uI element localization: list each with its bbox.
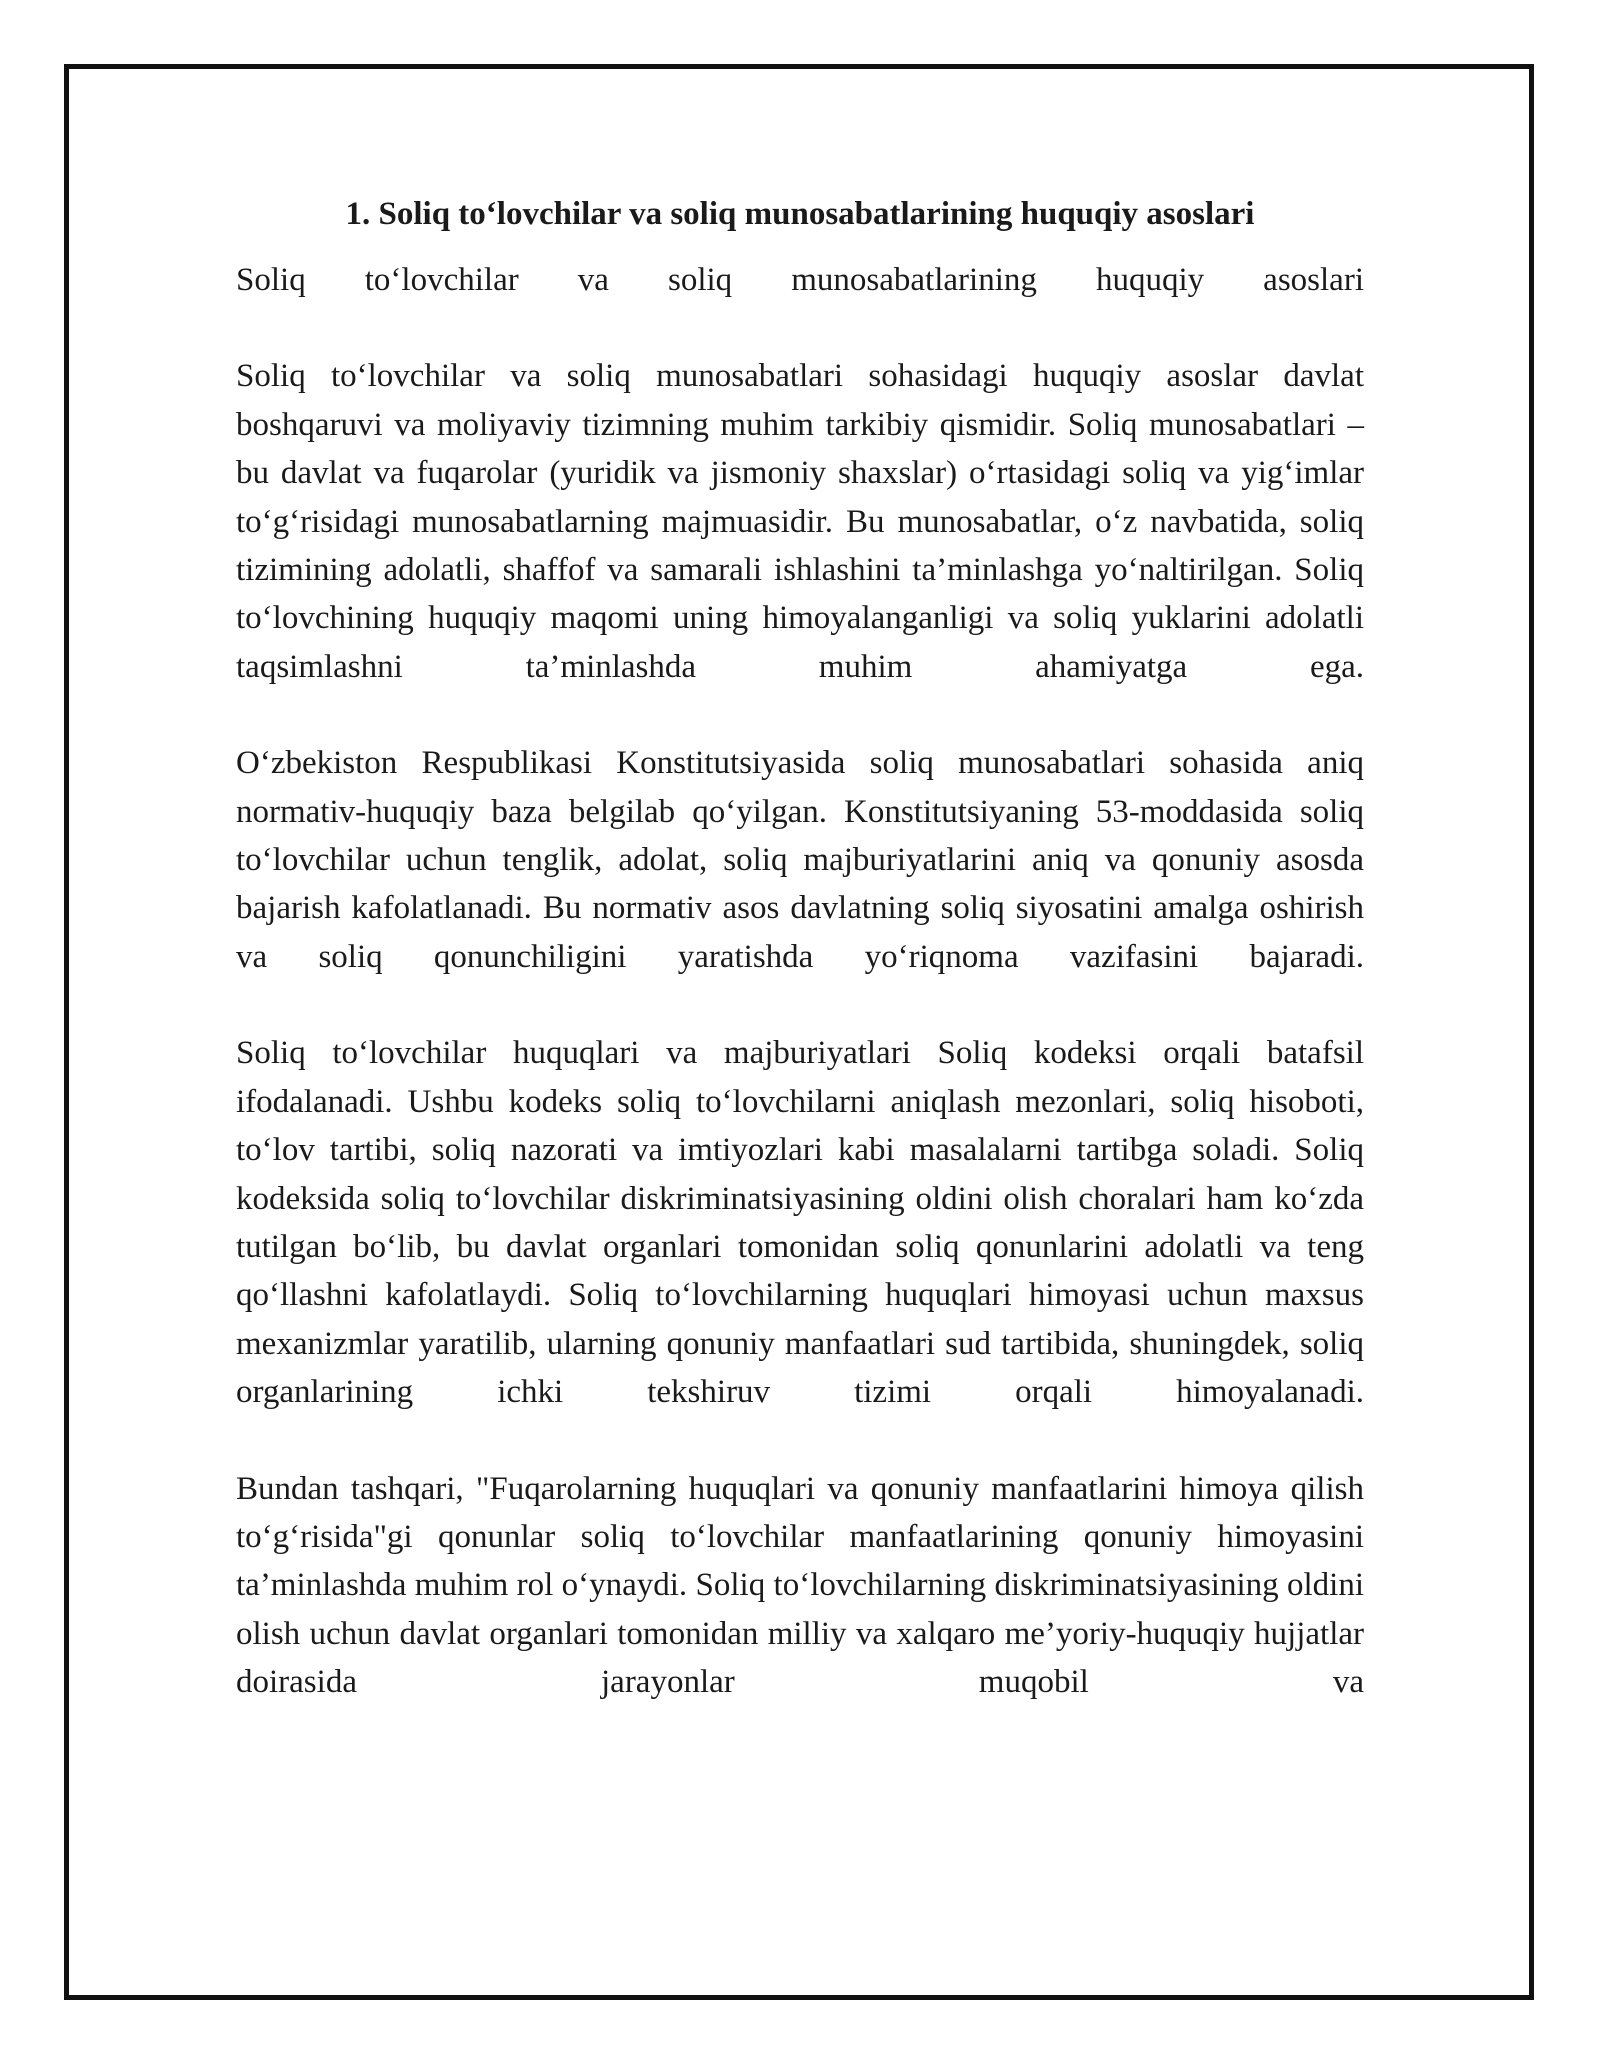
- document-body: [236, 180, 1364, 1707]
- paragraph-constitution: O‘zbekiston Respublikasi Konstitutsiyasida soliq munosabatlari sohasida aniq normativ-huquqiy baza belgilab qo‘yilgan. Konstitutsiyaning 53-moddasida soliq to‘lovchilar uchun tenglik, adolat, soliq majburiyatlarini aniq va qonuniy asosda bajarish kafolatlanadi. Bu normativ asos davlatning soliq siyosatini amalga oshirish va soliq qonunchiligini yaratishda yo‘riqnoma vazifasini bajaradi.: [236, 745, 1364, 975]
- paragraph-tax-code: Soliq to‘lovchilar huquqlari va majburiyatlari Soliq kodeksi orqali batafsil ifodalanadi. Ushbu kodeks soliq to‘lovchilarni aniqlash mezonlari, soliq hisoboti, to‘lov tartibi, soliq nazorati va imtiyozlari kabi masalalarni tartibga soladi. Soliq kodeksida soliq to‘lovchilar diskriminatsiyasining oldini olish choralari ham ko‘zda tutilgan bo‘lib, bu davlat organlari tomonidan soliq qonunlarini adolatli va teng qo‘llashni kafolatlaydi. Soliq to‘lovchilarning huquqlari himoyasi uchun maxsus mexanizmlar yaratilib, ularning qonuniy manfaatlari sud tartibida, shuningdek, soliq organlarining ichki tekshiruv tizimi orqali himoyalanadi.: [236, 1035, 1364, 1411]
- document-title: 1. Soliq to‘lovchilar va soliq munosabatlarining huquqiy asoslari: [345, 196, 1255, 232]
- paragraph-tax-relations: Soliq to‘lovchilar va soliq munosabatlari sohasidagi huquqiy asoslar davlat boshqaruvi va moliyaviy tizimning muhim tarkibiy qismidir. Soliq munosabatlari – bu davlat va fuqarolar (yuridik va jismoniy shaxslar) o‘rtasidagi soliq va yig‘imlar to‘g‘risidagi munosabatlarning majmuasidir. Bu munosabatlar, o‘z navbatida, soliq tizimining adolatli, shaffof va samarali ishlashini ta’minlashga yo‘naltirilgan. Soliq to‘lovchining huquqiy maqomi uning himoyalanganligi va soliq yuklarini adolatli taqsimlashni ta’minlashda muhim ahamiyatga ega.: [236, 358, 1364, 685]
- paragraph-citizen-rights-law: Bundan tashqari, "Fuqarolarning huquqlari va qonuniy manfaatlarini himoya qilish to‘g‘risida"gi qonunlar soliq to‘lovchilar manfaatlarining qonuniy himoyasini ta’minlashda muhim rol o‘ynaydi. Soliq to‘lovchilarning diskriminatsiyasining oldini olish uchun davlat organlari tomonidan milliy va xalqaro me’yoriy-huquqiy hujjatlar doirasida jarayonlar muqobil va: [236, 1470, 1364, 1701]
- paragraph-subtitle: Soliq to‘lovchilar va soliq munosabatlarining huquqiy asoslari: [236, 262, 1364, 298]
